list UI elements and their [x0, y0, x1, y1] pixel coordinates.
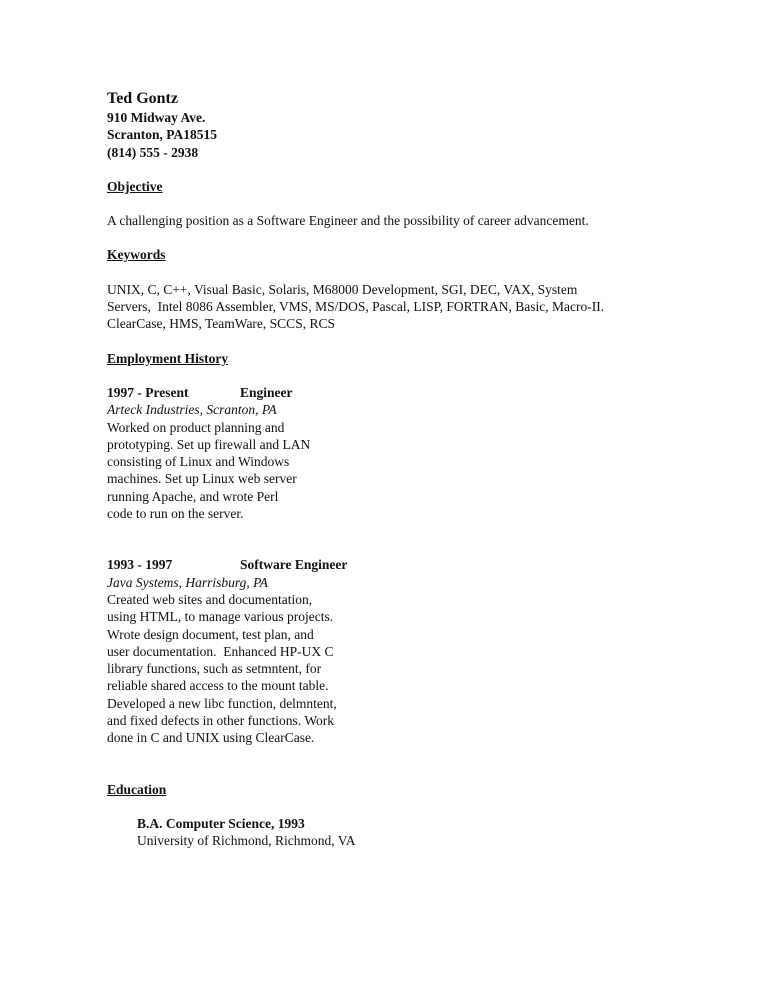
job-description-line: using HTML, to manage various projects. [107, 609, 334, 625]
job-description-line: Worked on product planning and [107, 419, 285, 435]
job-header [107, 384, 707, 401]
objective-text: A challenging position as a Software Engineer and the possibility of career advancement. [107, 213, 589, 229]
job-company: Arteck Industries, Scranton, PA [107, 402, 277, 418]
job-description-line: Developed a new libc function, delmntent, [107, 695, 337, 711]
job-description-line: and fixed defects in other functions. Work [107, 713, 334, 729]
candidate-name: Ted Gontz [107, 90, 178, 107]
job-description-line: running Apache, and wrote Perl [107, 488, 279, 504]
job-description-line: Wrote design document, test plan, and [107, 626, 314, 642]
resume-page [107, 89, 707, 850]
job-description-line: prototyping. Set up firewall and LAN [107, 436, 311, 452]
street-address: 910 Midway Ave. [107, 110, 206, 125]
job-description-line: library functions, such as setmntent, for [107, 661, 322, 677]
degree: B.A. Computer Science, 1993 [137, 815, 305, 831]
job-entry [107, 384, 707, 522]
education-heading: Education [107, 781, 167, 797]
keywords-list [107, 281, 707, 333]
resume-header [107, 89, 707, 161]
job-period: 1997 - Present [107, 384, 189, 400]
job-description-line: done in C and UNIX using ClearCase. [107, 730, 315, 746]
employment-heading: Employment History [107, 350, 229, 366]
education-entry [107, 815, 707, 850]
job-title: Engineer [240, 384, 293, 400]
keywords-line: ClearCase, HMS, TeamWare, SCCS, RCS [107, 316, 335, 332]
job-title: Software Engineer [240, 557, 348, 573]
keywords-line: UNIX, C, C++, Visual Basic, Solaris, M68000 Development, SGI, DEC, VAX, System [107, 281, 578, 297]
phone-number: (814) 555 - 2938 [107, 144, 199, 160]
objective-heading: Objective [107, 178, 163, 194]
keywords-heading: Keywords [107, 247, 166, 263]
school: University of Richmond, Richmond, VA [137, 833, 356, 849]
job-company: Java Systems, Harrisburg, PA [107, 574, 268, 590]
keywords-line: Servers, Intel 8086 Assembler, VMS, MS/DOS, Pascal, LISP, FORTRAN, Basic, Macro-II. [107, 299, 605, 315]
job-description-line: machines. Set up Linux web server [107, 471, 297, 487]
job-header [107, 556, 707, 573]
job-description-line: Created web sites and documentation, [107, 591, 313, 607]
job-description-line: reliable shared access to the mount table. [107, 678, 329, 694]
job-description-line: user documentation. Enhanced HP-UX C [107, 643, 334, 659]
city-state-zip: Scranton, PA18515 [107, 127, 217, 143]
job-entry [107, 556, 707, 746]
job-period: 1993 - 1997 [107, 557, 173, 573]
job-description-line: consisting of Linux and Windows [107, 454, 290, 470]
job-description-line: code to run on the server. [107, 506, 244, 522]
